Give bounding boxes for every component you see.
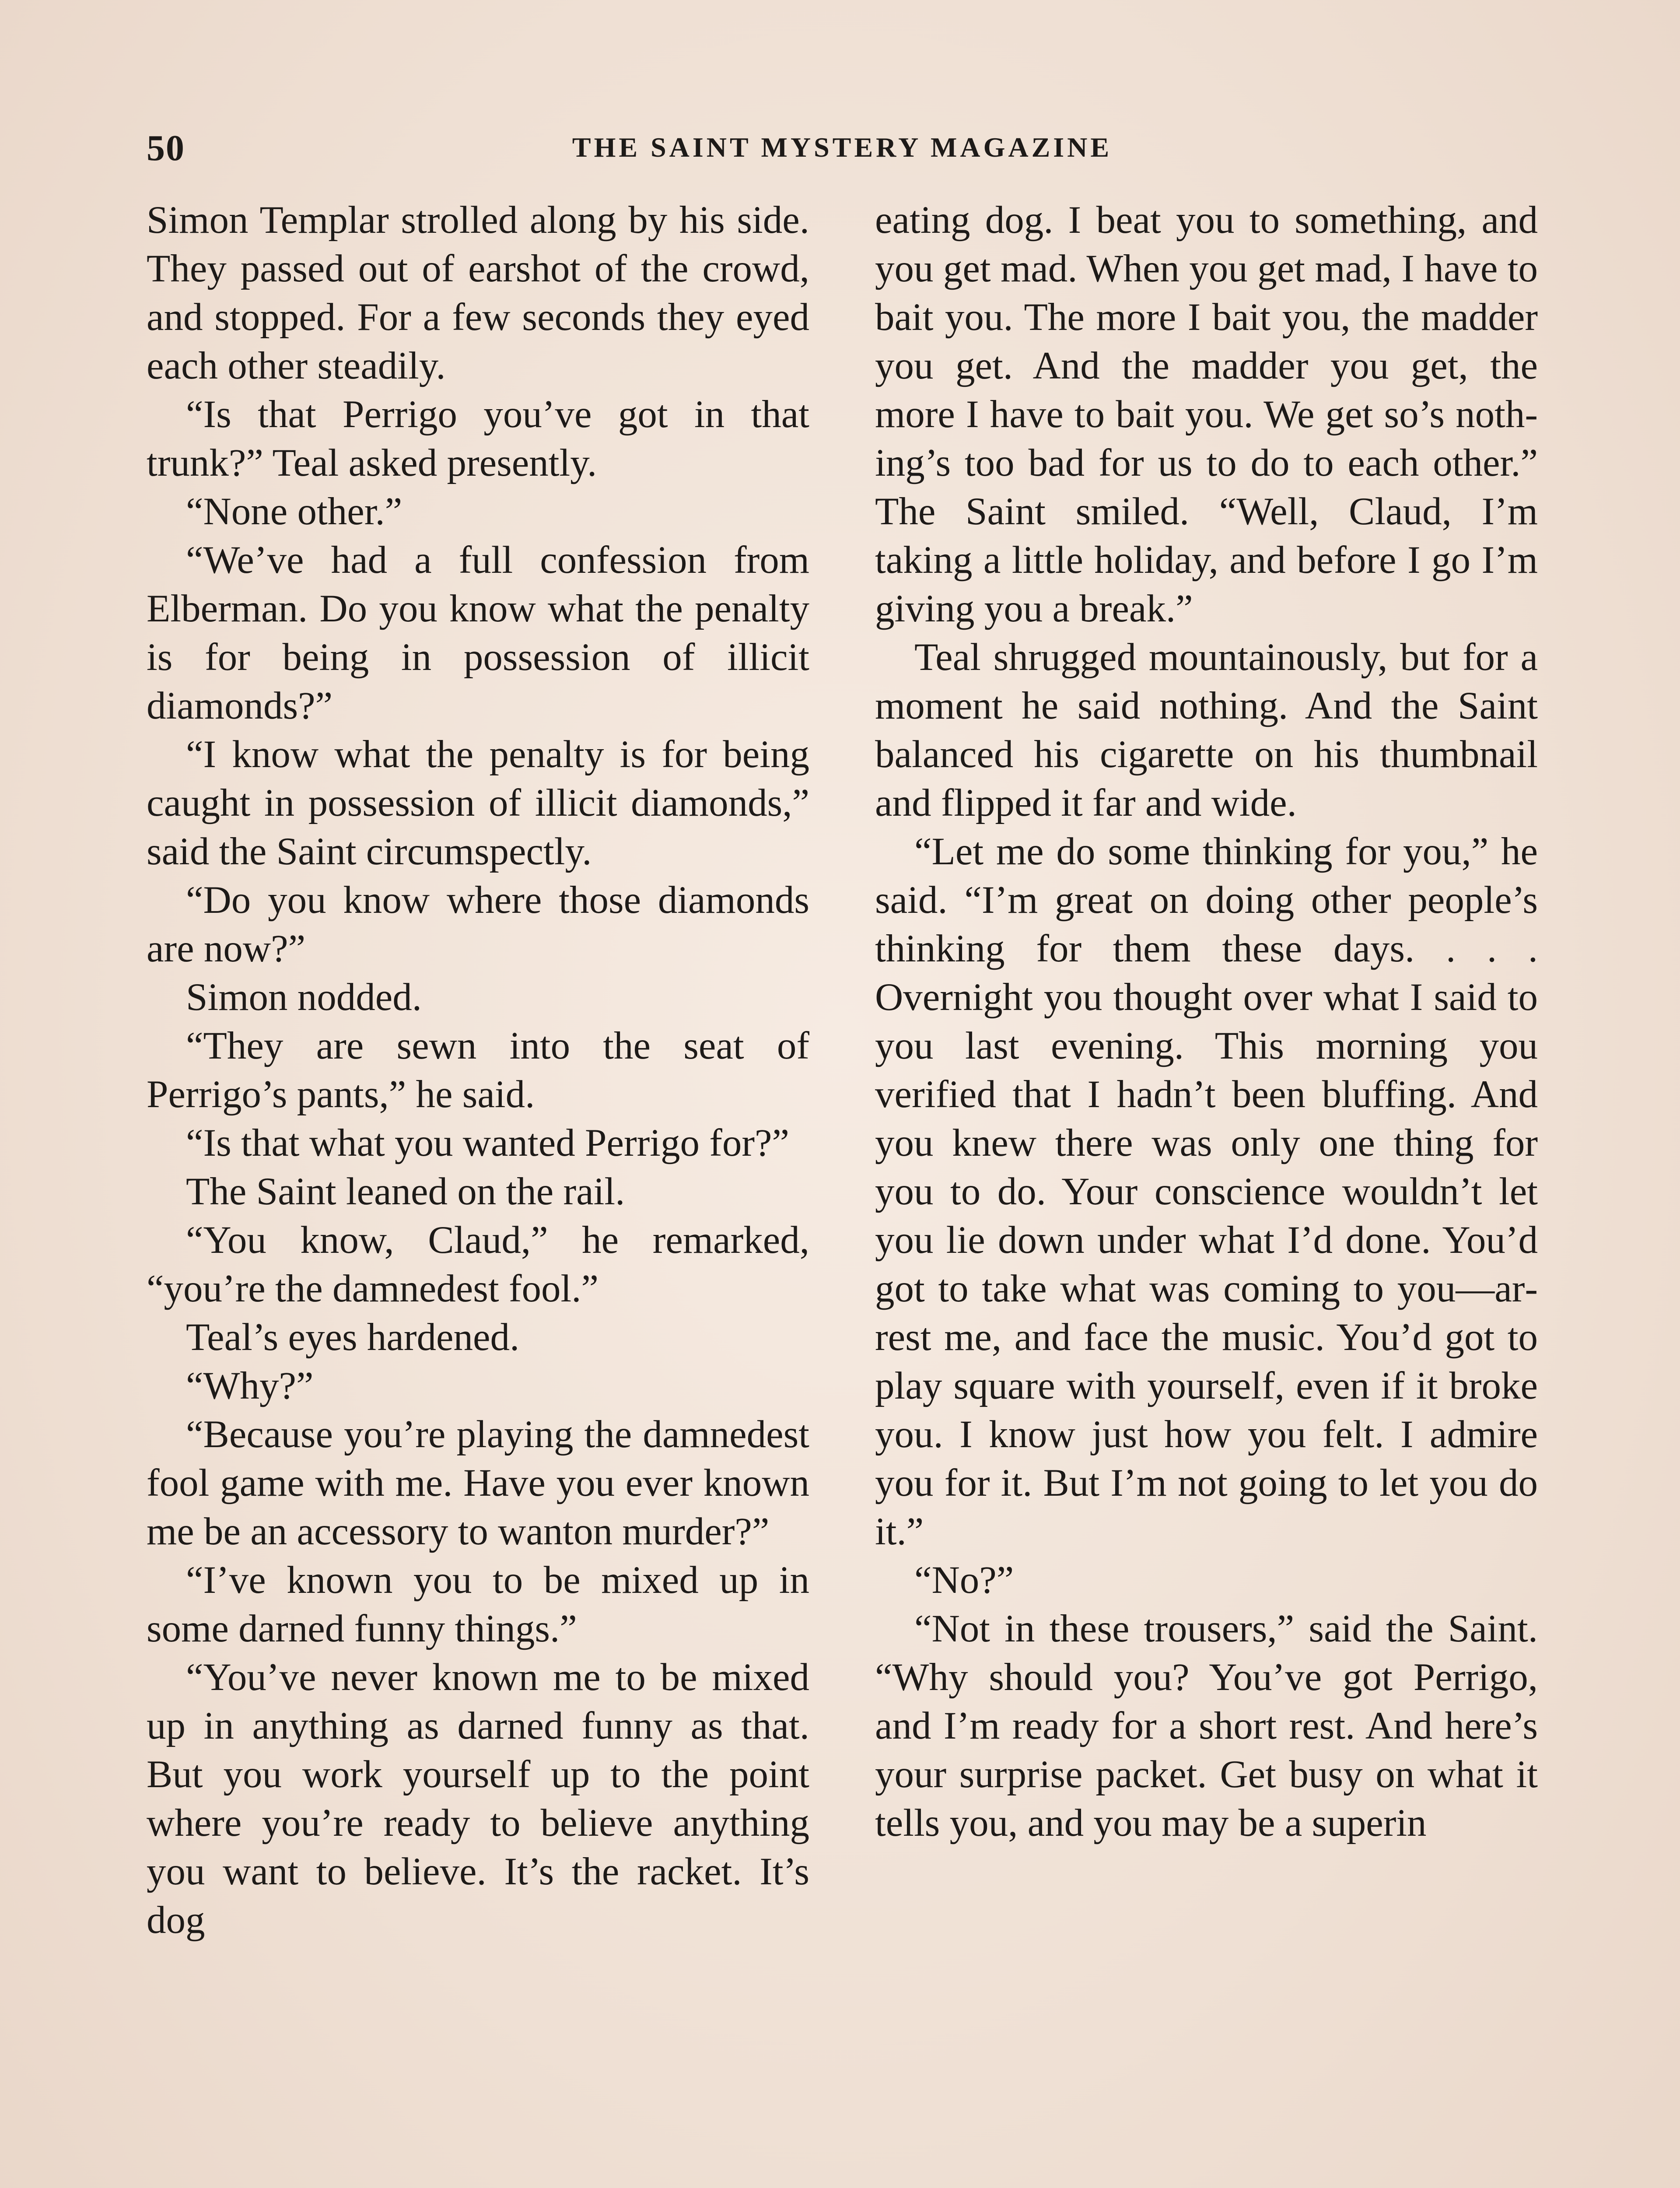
- page-header: [147, 127, 1538, 179]
- page-number: 50: [147, 128, 185, 168]
- paragraph: “Why?”: [186, 1364, 314, 1407]
- paragraph: “You know, Claud,” he remarked, “you’re the damnedest fool.”: [147, 1219, 809, 1310]
- paragraph: “Is that what you wanted Perrigo for?”: [186, 1122, 790, 1164]
- right-column: [875, 196, 1538, 2183]
- paragraph: “Do you know where those diamonds are now?”: [147, 879, 809, 970]
- paragraph: “I know what the penalty is for being caught in possession of illicit diamonds,” said the Saint circumspectly.: [147, 733, 809, 873]
- paragraph: “Is that Perrigo you’ve got in that trunk?” Teal asked presently.: [147, 393, 809, 484]
- paragraph: “I’ve known you to be mixed up in some darned funny things.”: [147, 1559, 809, 1650]
- paragraph: “Let me do some thinking for you,” he said. “I’m great on doing other people’s thinking for them these days. . . . Overnight you thought over what I said to you last evening. This morning you verified that I hadn’t been bluffing. And you knew there was only one thing for you to do. Your conscience wouldn’t let you lie down under what I’d done. You’d got to take what was coming to you—arrest me, and face the music. You’d got to play square with yourself, even if it broke you. I know just how you felt. I admire you for it. But I’m not going to let you do it.”: [875, 830, 1538, 1553]
- paragraph: “Not in these trousers,” said the Saint. “Why should you? You’ve got Perrigo, and I’m ready for a short rest. And here’s your surprise packet. Get busy on what it tells you, and you may be a superin: [875, 1607, 1538, 1844]
- paragraph: “They are sewn into the seat of Perrigo’s pants,” he said.: [147, 1024, 809, 1116]
- paragraph: Simon nodded.: [186, 976, 422, 1019]
- text-columns: [147, 196, 1538, 2183]
- paragraph: Simon Templar strolled along by his side. They passed out of earshot of the crowd, and stopped. For a few seconds they eyed each other steadily.: [147, 199, 809, 387]
- paragraph: The Saint leaned on the rail.: [186, 1170, 625, 1213]
- left-column: [147, 196, 809, 2183]
- running-head: THE SAINT MYSTERY MAGAZINE: [572, 132, 1113, 163]
- paragraph: “We’ve had a full confession from Elberman. Do you know what the penalty is for being in possession of illicit diamonds?”: [147, 539, 809, 727]
- paragraph: “Because you’re playing the damnedest fool game with me. Have you ever known me be an accessory to wanton murder?”: [147, 1413, 809, 1553]
- paragraph: “None other.”: [186, 490, 402, 533]
- paragraph: “No?”: [914, 1559, 1014, 1602]
- paragraph: Teal shrugged mountainously, but for a moment he said nothing. And the Saint balanced his cigarette on his thumbnail and flipped it far and wide.: [875, 636, 1538, 824]
- paragraph: Teal’s eyes hardened.: [186, 1316, 520, 1359]
- paragraph: eating dog. I beat you to something, and you get mad. When you get mad, I have to bait you. The more I bait you, the madder you get. And the madder you get, the more I have to bait you. We get so’s nothing’s too bad for us to do to each other.” The Saint smiled. “Well, Claud, I’m taking a little holiday, and before I go I’m giving you a break.”: [875, 199, 1538, 630]
- paragraph: “You’ve never known me to be mixed up in anything as darned funny as that. But you work yourself up to the point where you’re ready to believe anything you want to believe. It’s the racket. It’s dog: [147, 1656, 809, 1942]
